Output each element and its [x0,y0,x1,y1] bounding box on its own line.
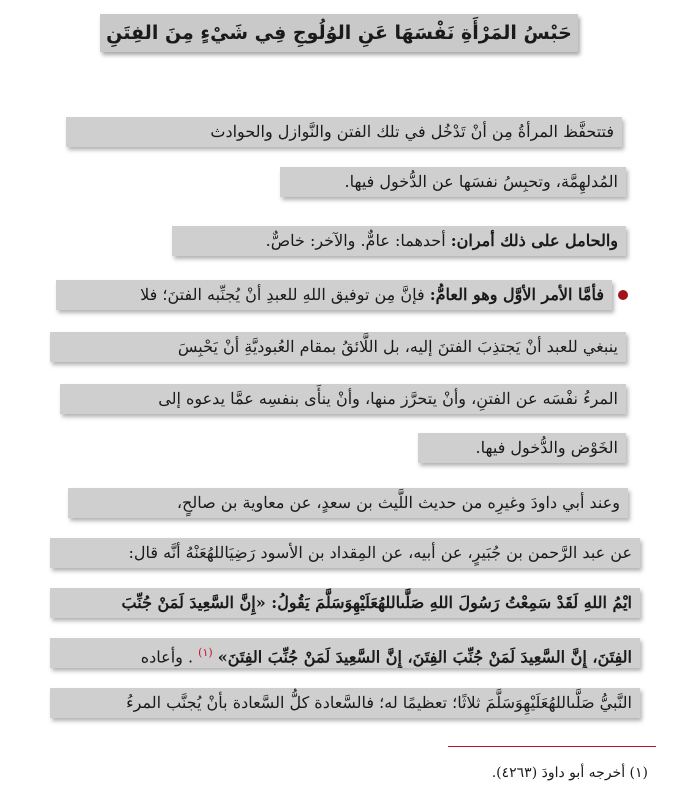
para3-line4-main: الفِتَنَ، إِنَّ السَّعِيدَ لَمَنْ جُنِّبَ الفِتَنَ، إِنَّ السَّعِيدَ لَمَنْ جُنِّبَ الفِتَنَ» [217,647,632,667]
point1-line2: ينبغي للعبد أنْ يَجتذِبَ الفتنَ إليه، بل اللَّائقُ بمقام العُبوديَّةِ أنْ يَحْبِسَ [50,332,626,362]
para2-rest: أحدهما: عامٌّ. والآخر: خاصٌّ. [265,231,446,250]
point1-lead: فأمَّا الأمر الأوَّل وهو العامُّ: [429,285,604,304]
footnote-divider [448,746,656,747]
para1-line1: فتتحفَّظ المرأةُ مِن أنْ تَدْخُل في تلك الفتن والنَّوازل والحوادث [66,117,622,147]
title-text: حَبْسُ المَرْأَةِ نَفْسَهَا عَنِ الوُلُوجِ فِي شَيْءٍ مِنَ الفِتَنِ [106,22,572,44]
para2-lead: والحامل على ذلك أمران: [450,231,618,250]
point1-line1-rest: فإنَّ مِن توفيق اللهِ للعبدِ أنْ يُجنِّبه الفتنَ؛ فلا [140,285,425,304]
point1-line4: الخَوْض والدُّخول فيها. [418,433,626,463]
point1-line1 [56,280,612,310]
para1-line2: المُدلهِمَّة، وتحبِسُ نفسَها عن الدُّخول فيها. [280,167,626,197]
point1-line3: المرءُ نفْسَه عن الفتنِ، وأنْ يتحرَّز منها، وأنْ ينأَى بنفسِه عمَّا يدعوه إلى [60,384,626,414]
page-title [100,14,578,52]
para2 [172,226,626,256]
para3-line4-tail: . وأعاده [140,647,194,667]
para3-line4 [50,638,640,668]
para3-line3: ايْمُ اللهِ لَقَدْ سَمِعْتُ رَسُولَ اللهِ صَلَّىاللهُعَلَيْهِوَسَلَّمَ يَقُولُ: «إِنَّ السَّعِيدَ لَمَنْ جُنِّبَ [50,588,640,618]
footnote: (١) أخرجه أبو داودَ (٤٢٦٣). [491,765,648,781]
bullet-icon [618,290,628,300]
para3-line2: عن عبد الرَّحمن بن جُبَيرٍ، عن أبيه، عن المِقداد بن الأسود رَضِيَاللهُعَنْهُ أنَّه قال: [50,538,640,568]
para3-line1: وعند أبي داودَ وغيرِه من حديث اللَّيث بن سعدٍ، عن معاوية بن صالحٍ، [68,488,628,518]
para3-line5: النَّبيُّ صَلَّىاللهُعَلَيْهِوَسَلَّمَ ثلاثًا؛ تعظيمًا له؛ فالسَّعادة كلُّ السَّعادة بأنْ يُجنَّب المرءُ [50,688,640,718]
footnote-marker[interactable]: (١) [198,646,213,659]
